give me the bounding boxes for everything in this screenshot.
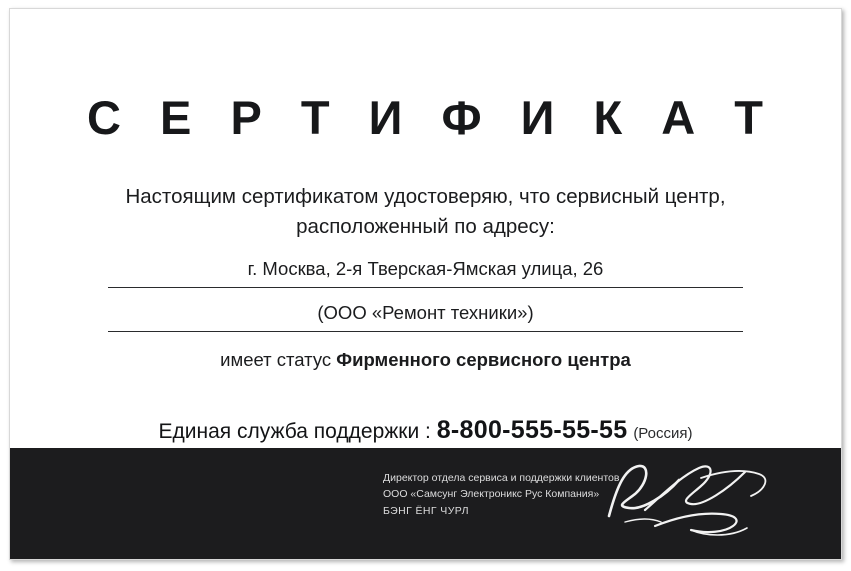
footer-line-1: Директор отдела сервиса и поддержки клиентов <box>383 472 620 484</box>
certificate-title: С Е Р Т И Ф И К А Т <box>87 91 776 144</box>
certificate-body <box>10 9 841 448</box>
support-country: (Россия) <box>633 425 693 443</box>
certificate-footer <box>10 448 841 559</box>
footer-signatory-block <box>383 470 619 519</box>
field-status-value: Фирменного сервисного центра <box>336 348 631 370</box>
field-status-prefix: имеет статус <box>220 348 337 370</box>
support-label: Единая служба поддержки : <box>158 420 437 444</box>
footer-line-3: БЭНГ ЁНГ ЧУРЛ <box>383 504 469 517</box>
intro-line-1: Настоящим сертификатом удостоверяю, что сервисный центр, <box>125 185 726 209</box>
certificate-intro <box>56 182 795 241</box>
certificate-document <box>9 8 842 560</box>
intro-line-2: расположенный по адресу: <box>296 215 555 239</box>
handwritten-signature-icon <box>595 456 785 548</box>
footer-line-2: ООО «Самсунг Электроникс Рус Компания» <box>383 488 600 501</box>
field-address: г. Москва, 2-я Тверская-Ямская улица, 26 <box>108 256 743 288</box>
support-phone: 8-800-555-55-55 <box>436 416 628 445</box>
certificate-fields <box>56 256 795 373</box>
field-company: (ООО «Ремонт техники») <box>108 300 743 332</box>
support-line <box>56 416 795 445</box>
field-status <box>108 344 743 373</box>
